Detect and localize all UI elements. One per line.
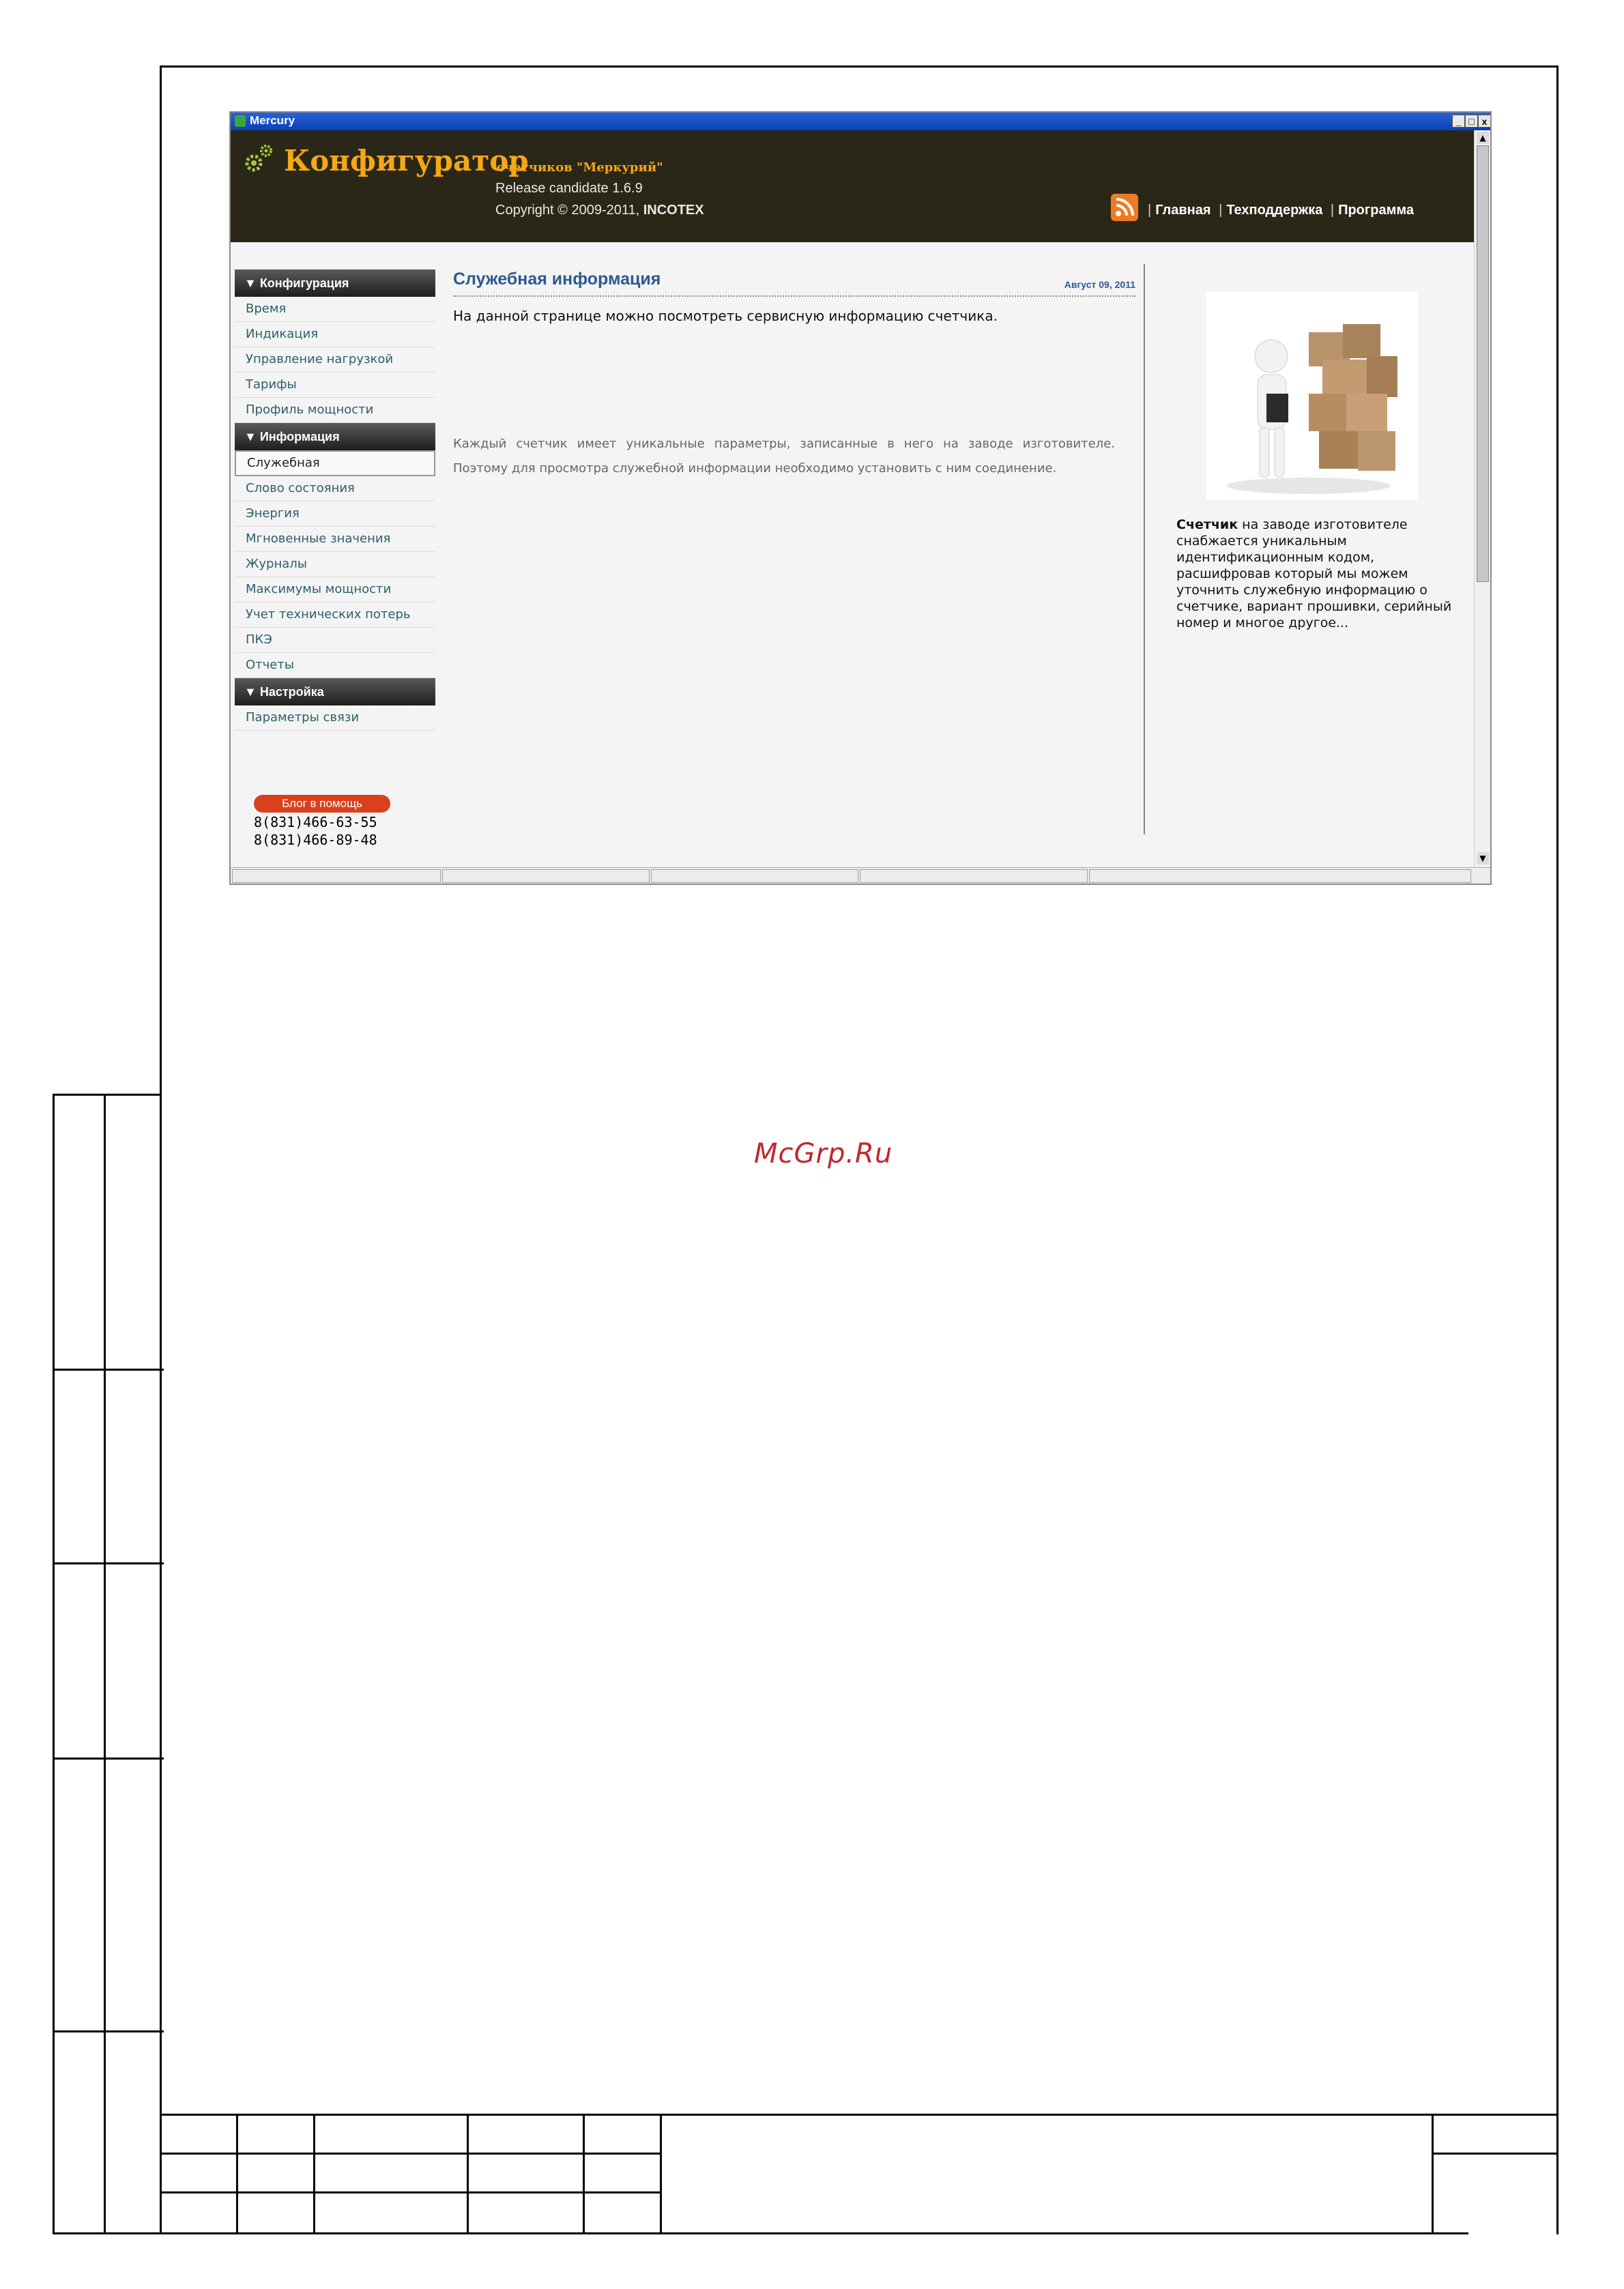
intro-text: На данной странице можно посмотреть сервисную информацию счетчика.: [453, 308, 998, 324]
menu-item-tariffs[interactable]: Тарифы: [235, 373, 435, 398]
minimize-button[interactable]: _: [1452, 115, 1465, 128]
menu-section-information[interactable]: ▼ Информация: [235, 423, 435, 450]
column-divider: [1144, 264, 1145, 834]
brand-title: Конфигуратор: [284, 144, 529, 177]
menu-item-power-maximums[interactable]: Максимумы мощности: [235, 577, 435, 602]
nav-program-link[interactable]: Программа: [1338, 203, 1415, 218]
sidebar-description: Счетчик на заводе изготовителе снабжается уникальным идентификационным кодом, расшифровав который мы можем уточнить служебную информацию о счетчике, вариант прошивки, серийный номер и многое другое...: [1176, 517, 1452, 630]
scroll-up-arrow-icon[interactable]: ▲: [1477, 132, 1489, 144]
scroll-down-arrow-icon[interactable]: ▼: [1477, 852, 1489, 864]
menu-item-load-control[interactable]: Управление нагрузкой: [235, 347, 435, 373]
rss-icon[interactable]: [1111, 194, 1138, 221]
vertical-scrollbar[interactable]: [1474, 130, 1491, 867]
brand-subtitle: счетчиков "Меркурий": [497, 160, 663, 175]
menu-item-indication[interactable]: Индикация: [235, 322, 435, 347]
menu-item-instant-values[interactable]: Мгновенные значения: [235, 527, 435, 552]
post-date: Август 09, 2011: [1064, 279, 1135, 290]
boxes-illustration: [1206, 291, 1418, 500]
menu-item-technical-losses[interactable]: Учет технических потерь: [235, 602, 435, 628]
page-title: Служебная информация: [453, 269, 661, 289]
scroll-thumb[interactable]: [1477, 145, 1489, 582]
help-blog-button[interactable]: Блог в помощь: [254, 795, 390, 813]
copyright-company: INCOTEX: [643, 203, 704, 218]
mercury-app-icon: [235, 115, 246, 127]
copyright: Copyright © 2009-2011, INCOTEX: [495, 203, 704, 218]
menu-item-energy[interactable]: Энергия: [235, 501, 435, 527]
app-window: [229, 111, 1492, 885]
menu-section-configuration[interactable]: ▼ Конфигурация: [235, 269, 435, 297]
menu-section-settings[interactable]: ▼ Настройка: [235, 678, 435, 705]
window-title: Mercury: [250, 114, 295, 127]
status-bar: [231, 867, 1490, 885]
watermark: McGrp.Ru: [754, 1138, 893, 1169]
app-header: [231, 130, 1474, 242]
menu-item-time[interactable]: Время: [235, 297, 435, 322]
menu-item-pke[interactable]: ПКЭ: [235, 628, 435, 653]
close-button[interactable]: x: [1478, 115, 1491, 128]
menu-item-journals[interactable]: Журналы: [235, 552, 435, 577]
title-divider: [453, 295, 1135, 297]
nav-support-link[interactable]: Техподдержка: [1226, 203, 1323, 218]
menu-item-service[interactable]: Служебная: [235, 450, 435, 476]
sidebar-bold-word: Счетчик: [1176, 517, 1238, 532]
gear-icon: [243, 143, 274, 174]
support-phone-1: 8(831)466-63-55: [254, 814, 377, 830]
release-version: Release candidate 1.6.9: [495, 181, 643, 196]
menu-item-reports[interactable]: Отчеты: [235, 653, 435, 678]
description-paragraph: Каждый счетчик имеет уникальные параметры, записанные в него на заводе изготовителе. Поэтому для просмотра служебной информации необходимо установить с ним соединение.: [453, 437, 1115, 476]
window-titlebar[interactable]: [231, 113, 1490, 130]
menu-item-power-profile[interactable]: Профиль мощности: [235, 398, 435, 423]
side-stamp-strip: [53, 1094, 162, 2234]
support-phone-2: 8(831)466-89-48: [254, 832, 377, 848]
maximize-button[interactable]: □: [1465, 115, 1478, 128]
nav-home-link[interactable]: Главная: [1155, 203, 1211, 218]
menu-item-connection-params[interactable]: Параметры связи: [235, 705, 435, 731]
title-block: [160, 2114, 1558, 2234]
menu-item-status-word[interactable]: Слово состояния: [235, 476, 435, 501]
top-navigation: | Главная | Техподдержка | Программа: [1148, 203, 1415, 218]
left-menu: [235, 269, 435, 731]
